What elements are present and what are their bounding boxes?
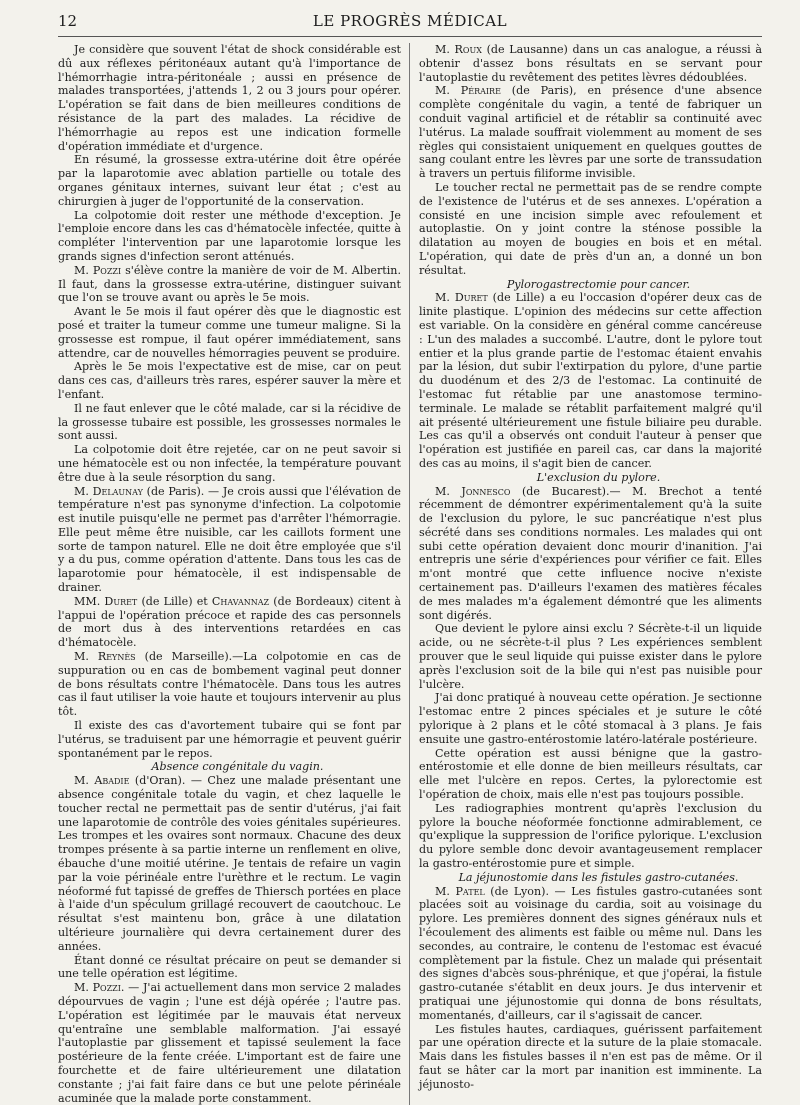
- paragraph-text: (de Lille) et: [137, 594, 212, 608]
- paragraph-text: (de Bordeaux) citent à l'appui de l'opération précoce et rapide des cas personnels de mort dus à des interventions retardées en cas d'hématocèle.: [58, 594, 401, 650]
- paragraph: [58, 264, 401, 305]
- section-heading: L'exclusion du pylore.: [536, 470, 661, 484]
- paragraph: Il ne faut enlever que le côté malade, car si la récidive de la grossesse tubaire est possible, les grossesses normales le sont aussi.: [58, 401, 401, 443]
- paragraph: Les fistules hautes, cardiaques, guérissent parfaitement par une opération directe et la suture de la plaie stomacale. Mais dans les fistules basses il n'en est pas de même. Or il faut se hâter car la mort par inanition est imminente. La jéjunosto-: [419, 1022, 762, 1091]
- paragraph-text: (de Paris). — Je crois aussi que l'élévation de température n'est pas synonyme d'infection. La colpotomie est inutile puisqu'elle ne permet pas d'arrêter l'hémorragie. Elle peut même être nuisible, car les caillots forment une sorte de tampon naturel. Elle ne doit être employée que s'il y a du pus, comme opération d'attente. Dans tous les cas de laparotomie pour hématocèle, il est indispensable de drainer.: [58, 484, 401, 595]
- paragraph-text: (de Lausanne) dans un cas analogue, a réussi à obtenir d'assez bons résultats en se servant pour l'autoplastie du revêtement des petites lèvres dédoublées.: [419, 43, 762, 84]
- paragraph-text: s'élève contre la manière de voir de M. Albertin. Il faut, dans la grossesse extra-utérine, distinguer suivant que l'on se trouve avant ou après le 5e mois.: [58, 263, 401, 305]
- paragraph: [419, 291, 762, 470]
- paragraph: Il existe des cas d'avortement tubaire qui se font par l'utérus, se traduisent par une hémorragie et peuvent guérir spontanément par le repos.: [58, 719, 401, 760]
- speaker-name: M. Duret: [435, 291, 488, 305]
- paragraph: Les radiographies montrent qu'après l'exclusion du pylore la bouche néoformée fonctionne admirablement, ce qu'explique la suppression de l'orifice pylorique. L'exclusion du pylore semble donc devoir avantageusement remplacer la gastro-entérostomie pure et simple.: [419, 801, 762, 871]
- paragraph: En résumé, la grossesse extra-utérine doit être opérée par la laparotomie avec ablation partielle ou totale des organes génitaux internes, suivant leur état ; c'est au chirurgien à juger de l'opportunité de la conservation.: [58, 153, 401, 208]
- section-heading: Pylorogastrectomie pour cancer.: [506, 277, 691, 291]
- text-columns: [58, 43, 762, 1105]
- paragraph-text: . — J'ai actuellement dans mon service 2 malades dépourvues de vagin ; l'une est déjà opérée ; l'autre pas. L'opération est légitimée par le mauvais état nerveux qu'entraîne une semblable malformation. J'ai essayé l'autoplastie par glissement et tapissé seulement la face postérieure de la fente créée. L'important est de faire une fourchette et de faire ultérieurement une dilatation constante ; j'ai fait faire dans ce but une pelote périnéale acuminée que la malade porte constamment.: [58, 981, 401, 1105]
- speaker-name: M. Jonnesco: [435, 484, 511, 498]
- speaker-name: M. Patel: [435, 884, 485, 898]
- paragraph: Après le 5e mois l'expectative est de mise, car on peut dans ces cas, d'ailleurs très rares, espérer sauver la mère et l'enfant.: [58, 360, 401, 401]
- section-heading: Absence congénitale du vagin.: [151, 760, 324, 774]
- speaker-name: M. Reynès: [74, 650, 136, 664]
- paragraph: [419, 885, 762, 1023]
- section-heading: La jéjunostomie dans les fistules gastro-cutanées.: [458, 870, 739, 884]
- paragraph-text: (de Bucarest).— M. Brechot a tenté récemment de démontrer expérimentalement qu'à la suite de l'exclusion du pylore, le suc pancréatique n'est plus sécrété dans ses conditions normales. Les malades qui ont subi cette opération devaient donc mourir d'inanition. J'ai entrepris une série d'expériences pour vérifier ce fait. Elles m'ont montré que cette influence nocive n'existe certainement pas. D'ailleurs l'examen des matières fécales de mes malades m'a également démontré que les aliments sont digérés.: [419, 484, 762, 622]
- paragraph-text: (de Marseille).—La colpotomie en cas de suppuration ou en cas de bombement vaginal peut donner de bons résultats contre l'hématocèle. Dans tous les autres cas il faut utiliser la voie haute et toujours intervenir au plus tôt.: [58, 650, 401, 719]
- speaker-name: M. Abadie: [74, 774, 130, 788]
- paragraph-text: (de Lyon). — Les fistules gastro-cutanées sont placées soit au voisinage du cardia, soit au voisinage du pylore. Les premières donnent des signes généraux nuls et l'écoulement des aliments est faible ou même nul. Dans les secondes, au contraire, le contenu de l'estomac est évacué complètement par la fistule. Chez un malade qui présentait des signes d'abcès sous-phrénique, et que j'opérai, la fistule gastro-cutanée s'établit en deux jours. Je dus intervenir et pratiquai une jéjunostomie qui donna de bons résultats, momentanés, d'ailleurs, car il s'agissait de cancer.: [419, 884, 762, 1022]
- speaker-name: MM. Duret: [74, 594, 138, 608]
- speaker-name: M. Pozzi: [74, 981, 121, 995]
- paragraph: Avant le 5e mois il faut opérer dès que le diagnostic est posé et traiter la tumeur comme une tumeur maligne. Si la grossesse est rompue, il faut opérer immédiatement, sans attendre, car de nouvelles hémorragies peuvent se produire.: [58, 305, 401, 360]
- paragraph-text: (de Paris), en présence d'une absence complète congénitale du vagin, a tenté de fabriquer un conduit vaginal artificiel et de rétablir sa continuité avec l'utérus. La malade souffrait violemment au moment de ses règles qui consistaient uniquement en quelques gouttes de sang coulant entre les lèvres par une sorte de transsudation à travers un pertuis filiforme invisible.: [419, 84, 762, 181]
- paragraph: [419, 84, 762, 181]
- paragraph: La colpotomie doit rester une méthode d'exception. Je l'emploie encore dans les cas d'hématocèle infectée, quitte à compléter l'intervention par une laparotomie lorsque les grands signes d'infection seront atténués.: [58, 208, 401, 263]
- page-number: 12: [58, 12, 78, 30]
- left-column: [58, 43, 409, 1105]
- right-column: [409, 43, 762, 1105]
- speaker-name: M. Roux: [435, 43, 482, 56]
- running-title: LE PROGRÈS MÉDICAL: [312, 12, 508, 30]
- speaker-name: Chavannaz: [211, 594, 270, 608]
- speaker-name: M. Péraire: [435, 84, 501, 98]
- speaker-name: M. Delaunay: [74, 484, 143, 498]
- paragraph: [58, 485, 401, 595]
- paragraph: [58, 595, 401, 650]
- speaker-name: M. Pozzi: [74, 263, 122, 277]
- paragraph: Le toucher rectal ne permettait pas de se rendre compte de l'existence de l'utérus et de ses annexes. L'opération a consisté en une incision simple avec refoulement et autoplastie. On y joint contre la sténose possible la dilatation au moyen de bougies en bois et en métal. L'opération, qui date de près d'un an, a donné un bon résultat.: [419, 180, 762, 277]
- paragraph: Je considère que souvent l'état de shock considérable est dû aux réflexes péritonéaux autant qu'à l'importance de l'hémorrhagie intra-péritonéale ; aussi en présence de malades transportées, j'attends 1, 2 ou 3 jours pour opérer. L'opération se fait dans de bien meilleures conditions de résistance de la part des malades. La récidive de l'hémorrhagie au repos est une indication formelle d'opération immédiate et d'urgence.: [58, 43, 401, 153]
- paragraph: J'ai donc pratiqué à nouveau cette opération. Je sectionne l'estomac entre 2 pinces spéciales et je suture le côté pylorique à 2 plans et le côté stomacal à 3 plans. Je fais ensuite une gastro-entérostomie latéro-latérale postérieure.: [419, 691, 762, 746]
- paragraph: [419, 43, 762, 84]
- paragraph: [419, 485, 762, 623]
- paragraph-text: (d'Oran). — Chez une malade présentant une absence congénitale totale du vagin, et chez laquelle le toucher rectal ne permettait pas de sentir d'utérus, j'ai fait une laparotomie de contrôle des voies génitales supérieures. Les trompes et les ovaires sont normaux. Chacune des deux trompes présente à sa partie interne un renflement en olive, ébauche d'une moitié utérine. Je tentais de refaire un vagin par la voie périnéale entre l'urèthre et le rectum. Le vagin néoformé fut tapissé de greffes de Thiersch portées en place à l'aide d'un spéculum grillagé recouvert de caoutchouc. Le résultat s'est maintenu bon, grâce à une dilatation ultérieure journalière qui devra certainement durer des années.: [58, 774, 401, 953]
- paragraph: Que devient le pylore ainsi exclu ? Sécrète-t-il un liquide acide, ou ne sécrète-t-il plus ? Les expériences semblent prouver que le seul liquide qui puisse exister dans le pylore après l'exclusion soit de la bile qui n'est pas nuisible pour l'ulcère.: [419, 622, 762, 691]
- paragraph: [58, 774, 401, 953]
- paragraph: [58, 981, 401, 1105]
- paragraph-text: (de Lille) a eu l'occasion d'opérer deux cas de linite plastique. L'opinion des médecins sur cette affection est variable. On la considère en général comme cancéreuse : L'un des malades a succombé. L'autre, dont le pylore tout entier et la plus grande partie de l'estomac étaient envahis par la lésion, dut subir l'extirpation du pylore, d'une partie du duodénum et des 2/3 de l'estomac. La continuité de l'estomac fut rétablie par une anastomose termino-terminale. Le malade se rétablit parfaitement malgré qu'il ait présenté ultérieurement une fistule biliaire peu durable. Les cas qu'il a observés ont conduit l'auteur à penser que l'opération est justifiée en pareil cas, car dans la majorité des cas au moins, il s'agit bien de cancer.: [419, 291, 762, 470]
- page-header: [58, 8, 762, 37]
- paragraph: [58, 650, 401, 719]
- paragraph: La colpotomie doit être rejetée, car on ne peut savoir si une hématocèle est ou non infectée, la température pouvant être due à la seule résorption du sang.: [58, 443, 401, 484]
- paragraph: Cette opération est aussi bénigne que la gastro-entérostomie et elle donne de bien meilleurs résultats, car elle met l'ulcère en repos. Certes, la pylorectomie est l'opération de choix, mais elle n'est pas toujours possible.: [419, 746, 762, 802]
- paragraph: Étant donné ce résultat précaire on peut se demander si une telle opération est légitime.: [58, 953, 401, 981]
